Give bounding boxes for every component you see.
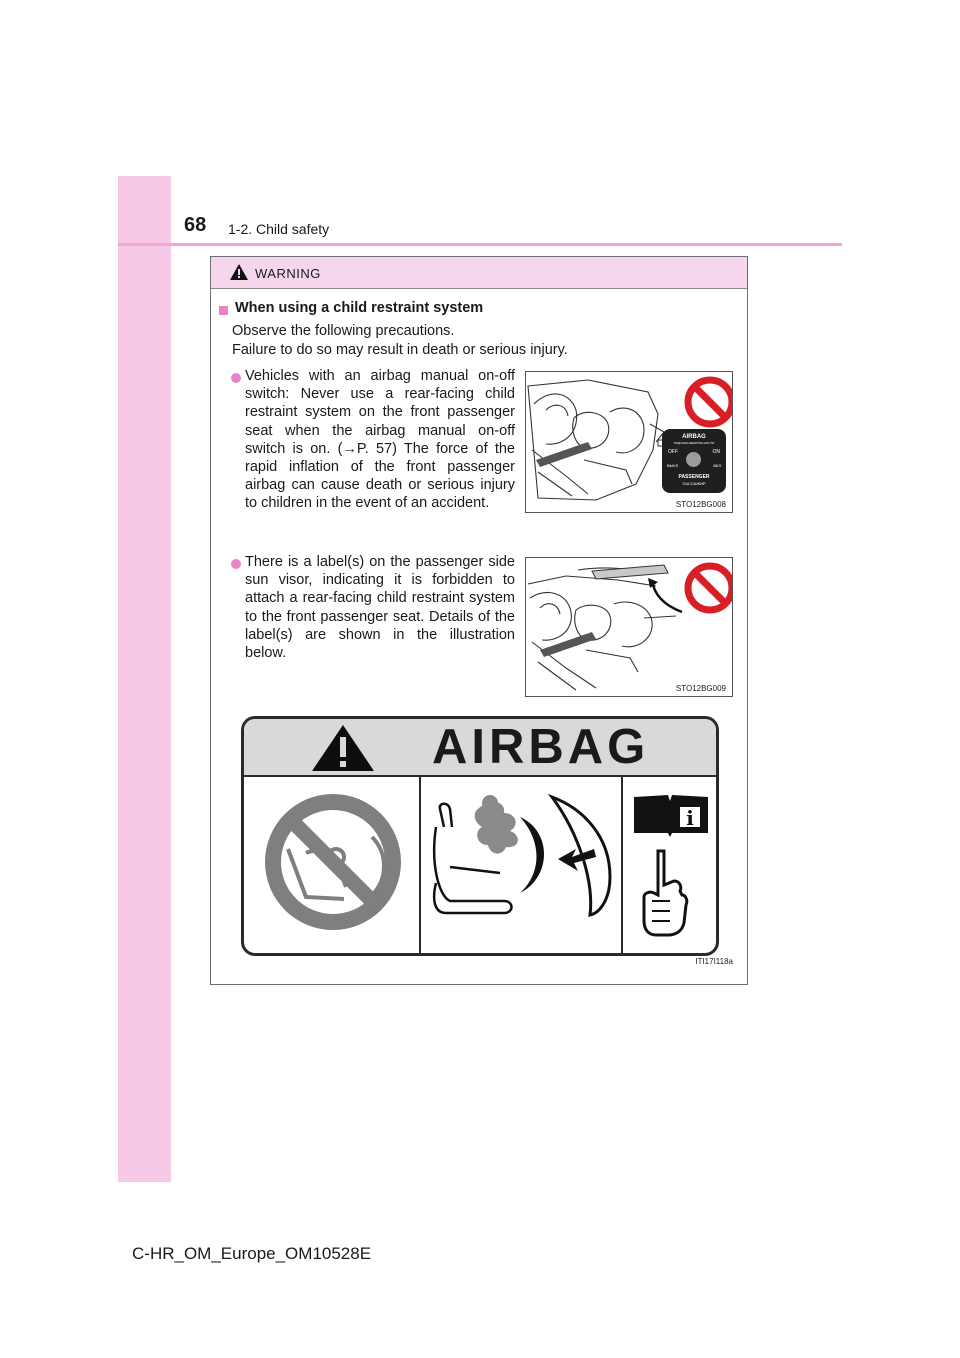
switch-subtitle: ПОДУШКА БЕЗОПАСНОСТИ [673,441,715,445]
section-title: 1-2. Child safety [228,221,330,237]
no-rear-facing-seat-icon [258,787,408,937]
figure-code-3: ITI17I118a [695,957,733,966]
label-title: AIRBAG [432,720,650,774]
intro-line-2: Failure to do so may result in death or serious injury. [232,342,568,358]
header-rule [118,243,842,246]
airbag-deploy-icon [424,787,620,937]
warning-box [210,256,748,985]
label-divider-2 [621,775,623,953]
switch-passenger-ru: ПАССАЖИР [682,481,706,486]
figure-sun-visor [525,557,733,697]
switch-off-ru: ВЫКЛ [667,463,679,468]
item-bullet-1 [231,373,241,383]
item-text-2: There is a label(s) on the passenger side sun visor, indicating it is forbidden to attach a rear-facing child restraint system to the front passenger seat. Details of the label(s) are shown in the illustration below. [245,554,515,662]
switch-off: OFF [668,449,678,455]
document-id: C-HR_OM_Europe_OM10528E [132,1244,372,1263]
label-title-band [244,719,716,777]
switch-title: AIRBAG [682,434,706,440]
warning-heading: When using a child restraint system [235,300,484,316]
figure-code-1: STO12BG008 [675,500,726,509]
svg-text:i: i [686,806,694,830]
item-text-1: Vehicles with an airbag manual on-off switch: Never use a rear-facing child restraint system on the front passenger seat when the airbag manual on-off switch is on. (→P. 57) The force of the rapid inflation of the front passenger airbag can cause death or serious injury to children in the event of an accident. [245,368,515,512]
intro-line-1: Observe the following precautions. [232,323,455,339]
switch-passenger: PASSENGER [678,474,710,480]
read-manual-icon [628,789,714,939]
item-bullet-2 [231,559,241,569]
warning-label: WARNING [255,266,321,281]
warning-header [211,257,747,289]
sun-visor-illustration [526,558,732,696]
switch-on: ON [712,449,720,455]
switch-knob [686,452,701,467]
airbag-warning-label [241,716,719,956]
airbag-switch-panel [662,429,726,493]
heading-bullet [219,306,228,315]
intro-text [232,322,568,360]
figure-code-2: STO12BG009 [675,684,726,693]
warning-triangle-icon [229,263,249,281]
side-tab-band [118,176,171,1182]
label-divider-1 [419,775,421,953]
switch-on-ru: ВКЛ [713,463,721,468]
page-number: 68 [184,214,207,236]
label-warning-triangle-icon [310,723,376,773]
figure-airbag-switch [525,371,733,513]
